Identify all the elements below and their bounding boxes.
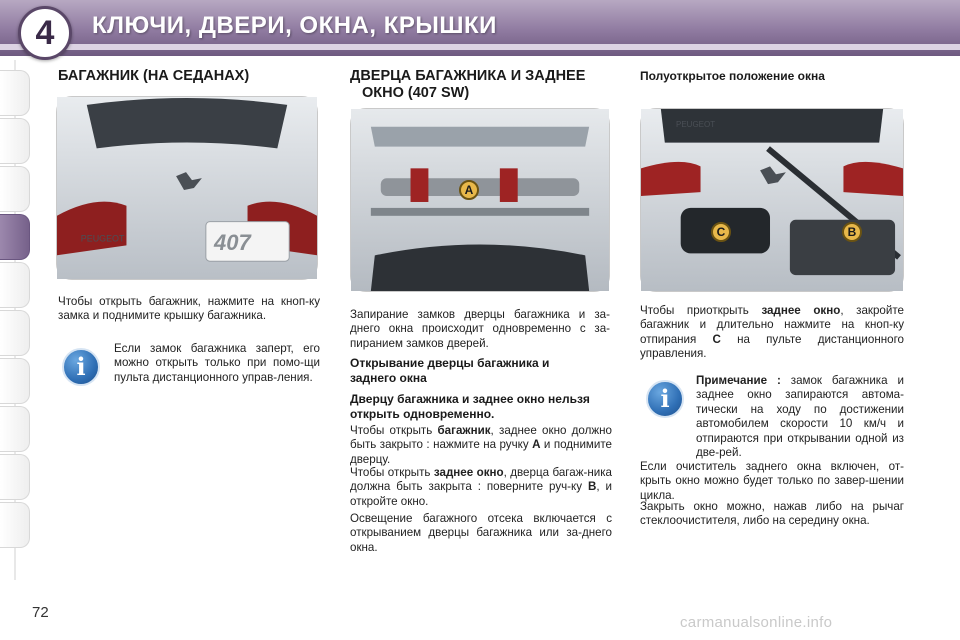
- header-strip: [0, 44, 960, 50]
- half-open-window-photo: [640, 108, 904, 292]
- chapter-number-badge: 4: [18, 6, 72, 60]
- side-tab-7[interactable]: [0, 358, 30, 404]
- sedan-trunk-info-note: Если замок багажника заперт, его можно открыть только при помо-щи пульта дистанционного управ-ления.: [114, 342, 320, 384]
- side-tab-3[interactable]: [0, 166, 30, 212]
- sw-tailgate-title-line2: ОКНО (407 SW): [362, 85, 470, 101]
- sedan-trunk-title: БАГАЖНИК (НА СЕДАНАХ): [58, 68, 250, 84]
- sw-opening-subhead: Открывание дверцы багажника и заднего окна: [350, 356, 550, 385]
- sw-warning-subhead: Дверцу багажника и заднее окно нельзя открыть одновременно.: [350, 392, 590, 421]
- photo-407-badge: 407: [214, 230, 251, 255]
- sedan-trunk-photo: [56, 96, 318, 280]
- label-a-marker: A: [459, 180, 479, 200]
- sw-open-tailgate-text: Чтобы открыть багажник, заднее окно должно быть закрыто : нажмите на ручку A и поднимите дверцу.: [350, 424, 613, 466]
- info-icon: i: [62, 348, 100, 386]
- sedan-trunk-instructions: Чтобы открыть багажник, нажмите на кноп-ку замка и поднимите крышку багажника.: [58, 295, 320, 323]
- sedan-trunk-illustration: [57, 97, 317, 279]
- sw-tailgate-illustration: [351, 109, 609, 291]
- side-tab-2[interactable]: [0, 118, 30, 164]
- side-tab-8[interactable]: [0, 406, 30, 452]
- note-text-top: Примечание : замок багажника и заднее окно запираются автома-тически на ходу по достижении автомобилем скорости 10 км/ч и отпираются при открывании одной из две-рей.: [696, 374, 904, 460]
- side-tab-5[interactable]: [0, 262, 30, 308]
- label-b-marker: B: [842, 222, 862, 242]
- half-open-window-illustration: [641, 109, 903, 291]
- half-open-window-title: Полуоткрытое положение окна: [640, 69, 825, 83]
- svg-text:PEUGEOT: PEUGEOT: [80, 233, 125, 244]
- close-window-text: Закрыть окно можно, нажав либо на рычаг стеклоочистителя, либо на середину окна.: [640, 500, 904, 528]
- side-tab-9[interactable]: [0, 454, 30, 500]
- sw-locking-text: Запирание замков дверцы багажника и за-днего окна происходит одновременно с за-пиранием замков дверей.: [350, 308, 610, 350]
- side-tab-1[interactable]: [0, 70, 30, 116]
- sw-lighting-text: Освещение багажного отсека включается с открыванием дверцы багажника или за-днего окна.: [350, 512, 612, 554]
- site-watermark: carmanualsonline.info: [680, 614, 833, 631]
- chapter-title: КЛЮЧИ, ДВЕРИ, ОКНА, КРЫШКИ: [92, 12, 497, 39]
- wiper-note-text: Если очиститель заднего окна включен, от-крыть окно можно будет только по завер-шении цикла.: [640, 460, 904, 502]
- sw-tailgate-photo: [350, 108, 610, 292]
- side-tab-4-active[interactable]: [0, 214, 30, 260]
- chapter-side-tabs: [0, 70, 34, 580]
- side-tab-6[interactable]: [0, 310, 30, 356]
- sw-tailgate-title-line1: ДВЕРЦА БАГАЖНИКА И ЗАДНЕЕ: [350, 68, 586, 84]
- info-icon: i: [646, 380, 684, 418]
- half-open-instructions: Чтобы приоткрыть заднее окно, закройте багажник и длительно нажмите на кноп-ку отпирания C на пульте дистанционного управления.: [640, 304, 905, 361]
- sw-open-window-text: Чтобы открыть заднее окно, дверца багаж-ника должна быть закрыта : поверните руч-ку B, и откройте окно.: [350, 466, 613, 508]
- label-c-marker: C: [711, 222, 731, 242]
- side-tab-10[interactable]: [0, 502, 30, 548]
- photo-brand-badge: PEUGEOT: [676, 120, 716, 129]
- page-number: 72: [32, 604, 49, 621]
